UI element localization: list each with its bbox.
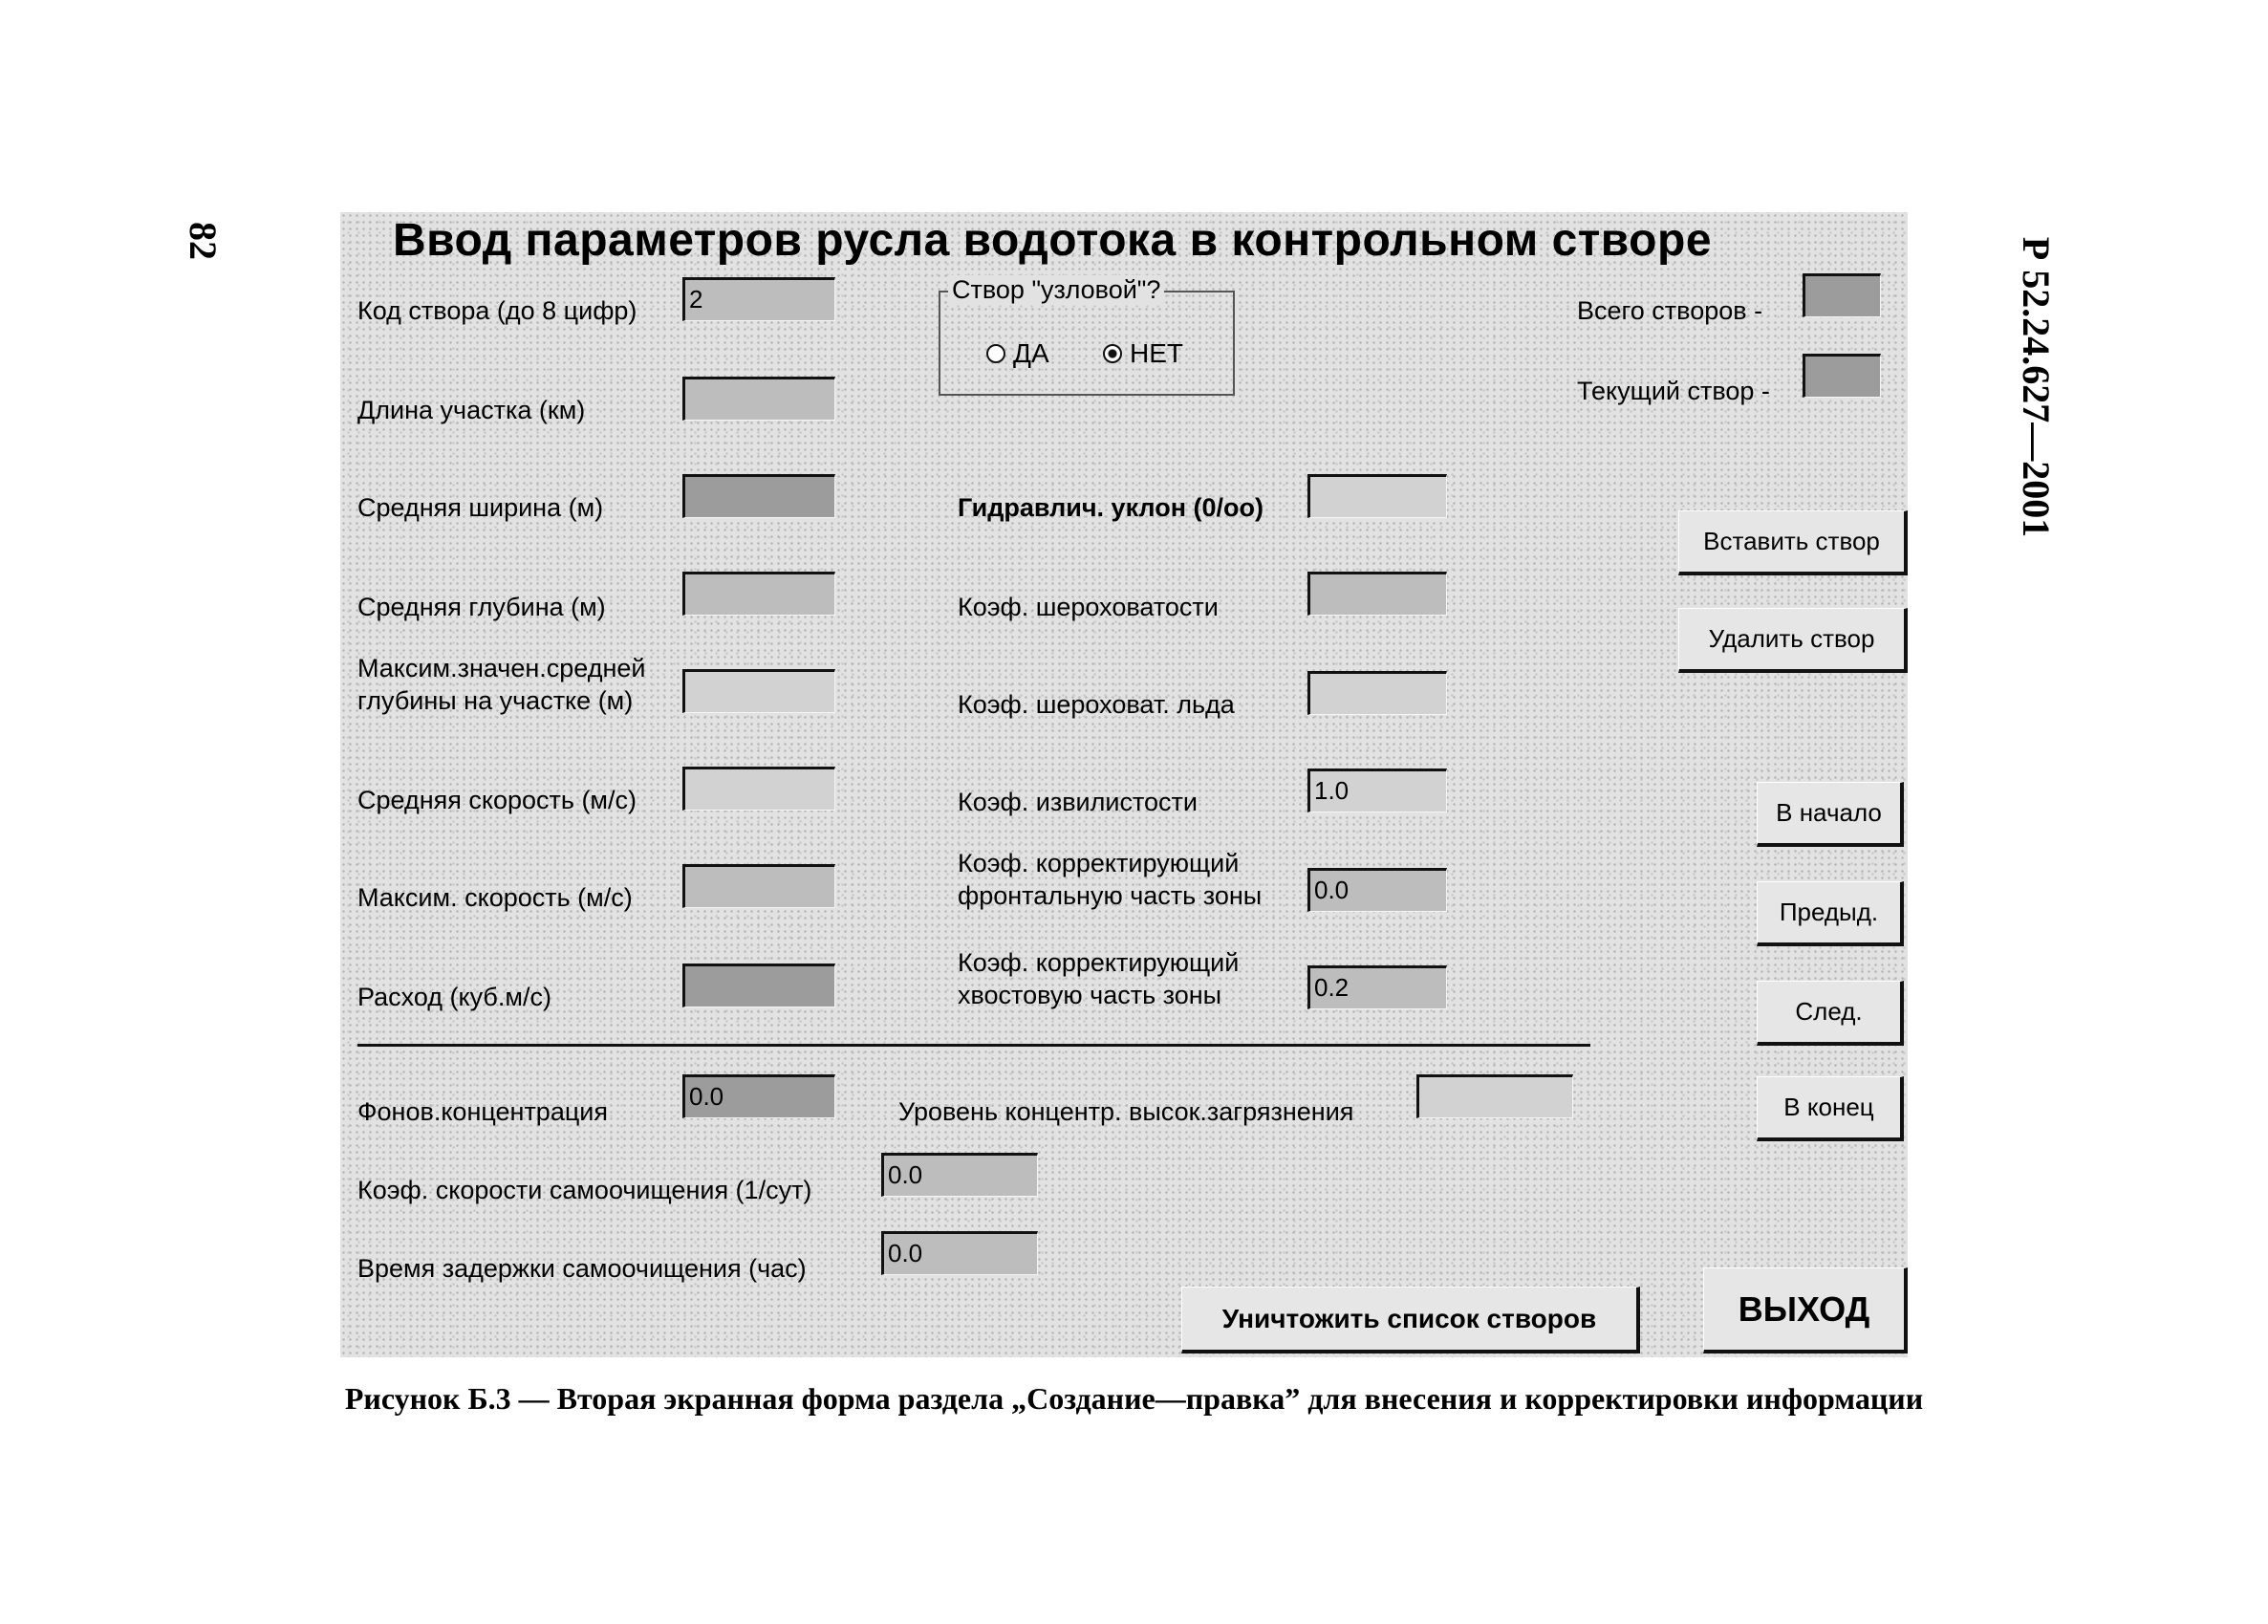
tail-zone-coef-input[interactable]: 0.2 — [1307, 965, 1447, 1009]
hydraulic-slope-label: Гидравлич. уклон (0/оо) — [958, 493, 1264, 522]
background-concentration-label: Фонов.концентрация — [357, 1097, 609, 1126]
discharge-input[interactable] — [682, 964, 835, 1007]
mean-width-input[interactable] — [682, 474, 835, 518]
last-section-button[interactable]: В конец — [1757, 1076, 1904, 1141]
tail-zone-coef-label: Коэф. корректирующий хвостовую часть зоны — [958, 948, 1240, 1009]
nodal-section-legend: Створ "узловой"? — [948, 275, 1164, 305]
page-number: 82 — [182, 222, 225, 260]
max-velocity-input[interactable] — [682, 864, 835, 908]
nodal-no-radio[interactable] — [1103, 344, 1122, 363]
mean-depth-label: Средняя глубина (м) — [357, 593, 606, 621]
section-code-label: Код створа (до 8 цифр) — [357, 296, 637, 325]
max-mean-depth-label: Максим.значен.средней глубины на участке (м) — [357, 654, 646, 715]
nodal-yes-radio[interactable] — [986, 344, 1005, 363]
total-sections-label: Всего створов - — [1577, 296, 1763, 325]
insert-section-button[interactable]: Вставить створ — [1678, 510, 1908, 575]
ice-roughness-input[interactable] — [1307, 671, 1447, 715]
roughness-label: Коэф. шероховатости — [958, 593, 1219, 621]
form-window — [340, 212, 1908, 1357]
current-section-value — [1803, 354, 1881, 398]
front-zone-coef-input[interactable]: 0.0 — [1307, 868, 1447, 912]
max-mean-depth-input[interactable] — [682, 669, 835, 713]
front-zone-coef-label: Коэф. корректирующий фронтальную часть зоны — [958, 849, 1263, 910]
hydraulic-slope-input[interactable] — [1307, 474, 1447, 518]
delete-section-button[interactable]: Удалить створ — [1678, 608, 1908, 673]
prev-section-button[interactable]: Предыд. — [1757, 881, 1904, 946]
segment-length-label: Длина участка (км) — [357, 396, 586, 424]
segment-length-input[interactable] — [682, 377, 835, 421]
self-purification-rate-label: Коэф. скорости самоочищения (1/сут) — [357, 1176, 812, 1204]
high-pollution-level-label: Уровень концентр. высок.загрязнения — [898, 1097, 1354, 1126]
nodal-yes-label: ДА — [1013, 338, 1049, 368]
nodal-yes-option[interactable] — [986, 338, 1049, 369]
section-code-input[interactable]: 2 — [682, 277, 835, 321]
total-sections-value — [1803, 273, 1881, 317]
high-pollution-level-input[interactable] — [1416, 1074, 1573, 1118]
self-purification-delay-input[interactable]: 0.0 — [881, 1231, 1038, 1275]
max-velocity-label: Максим. скорость (м/с) — [357, 883, 633, 912]
discharge-label: Расход (куб.м/с) — [357, 983, 551, 1011]
mean-velocity-input[interactable] — [682, 767, 835, 811]
roughness-input[interactable] — [1307, 572, 1447, 616]
form-title: Ввод параметров русла водотока в контрольном створе — [392, 215, 1713, 266]
sinuosity-input[interactable]: 1.0 — [1307, 769, 1447, 812]
current-section-label: Текущий створ - — [1577, 377, 1770, 405]
nodal-section-group — [939, 291, 1235, 396]
form-separator — [357, 1044, 1590, 1047]
self-purification-rate-input[interactable]: 0.0 — [881, 1153, 1038, 1197]
self-purification-delay-label: Время задержки самоочищения (час) — [357, 1254, 807, 1283]
destroy-list-button[interactable]: Уничтожить список створов — [1181, 1287, 1640, 1353]
nodal-no-label: НЕТ — [1130, 338, 1183, 368]
figure-caption: Рисунок Б.3 — Вторая экранная форма раздела „Создание—правка” для внесения и корректировки информации — [344, 1381, 1924, 1416]
mean-width-label: Средняя ширина (м) — [357, 493, 604, 522]
background-concentration-input[interactable]: 0.0 — [682, 1074, 835, 1118]
next-section-button[interactable]: След. — [1757, 981, 1904, 1046]
sinuosity-label: Коэф. извилистости — [958, 788, 1198, 816]
mean-velocity-label: Средняя скорость (м/с) — [357, 786, 637, 814]
nodal-no-option[interactable] — [1103, 338, 1183, 369]
ice-roughness-label: Коэф. шероховат. льда — [958, 690, 1235, 719]
document-code: Р 52.24.627—2001 — [2015, 236, 2058, 538]
mean-depth-input[interactable] — [682, 572, 835, 616]
exit-button[interactable]: ВЫХОД — [1703, 1267, 1908, 1353]
first-section-button[interactable]: В начало — [1757, 782, 1904, 847]
